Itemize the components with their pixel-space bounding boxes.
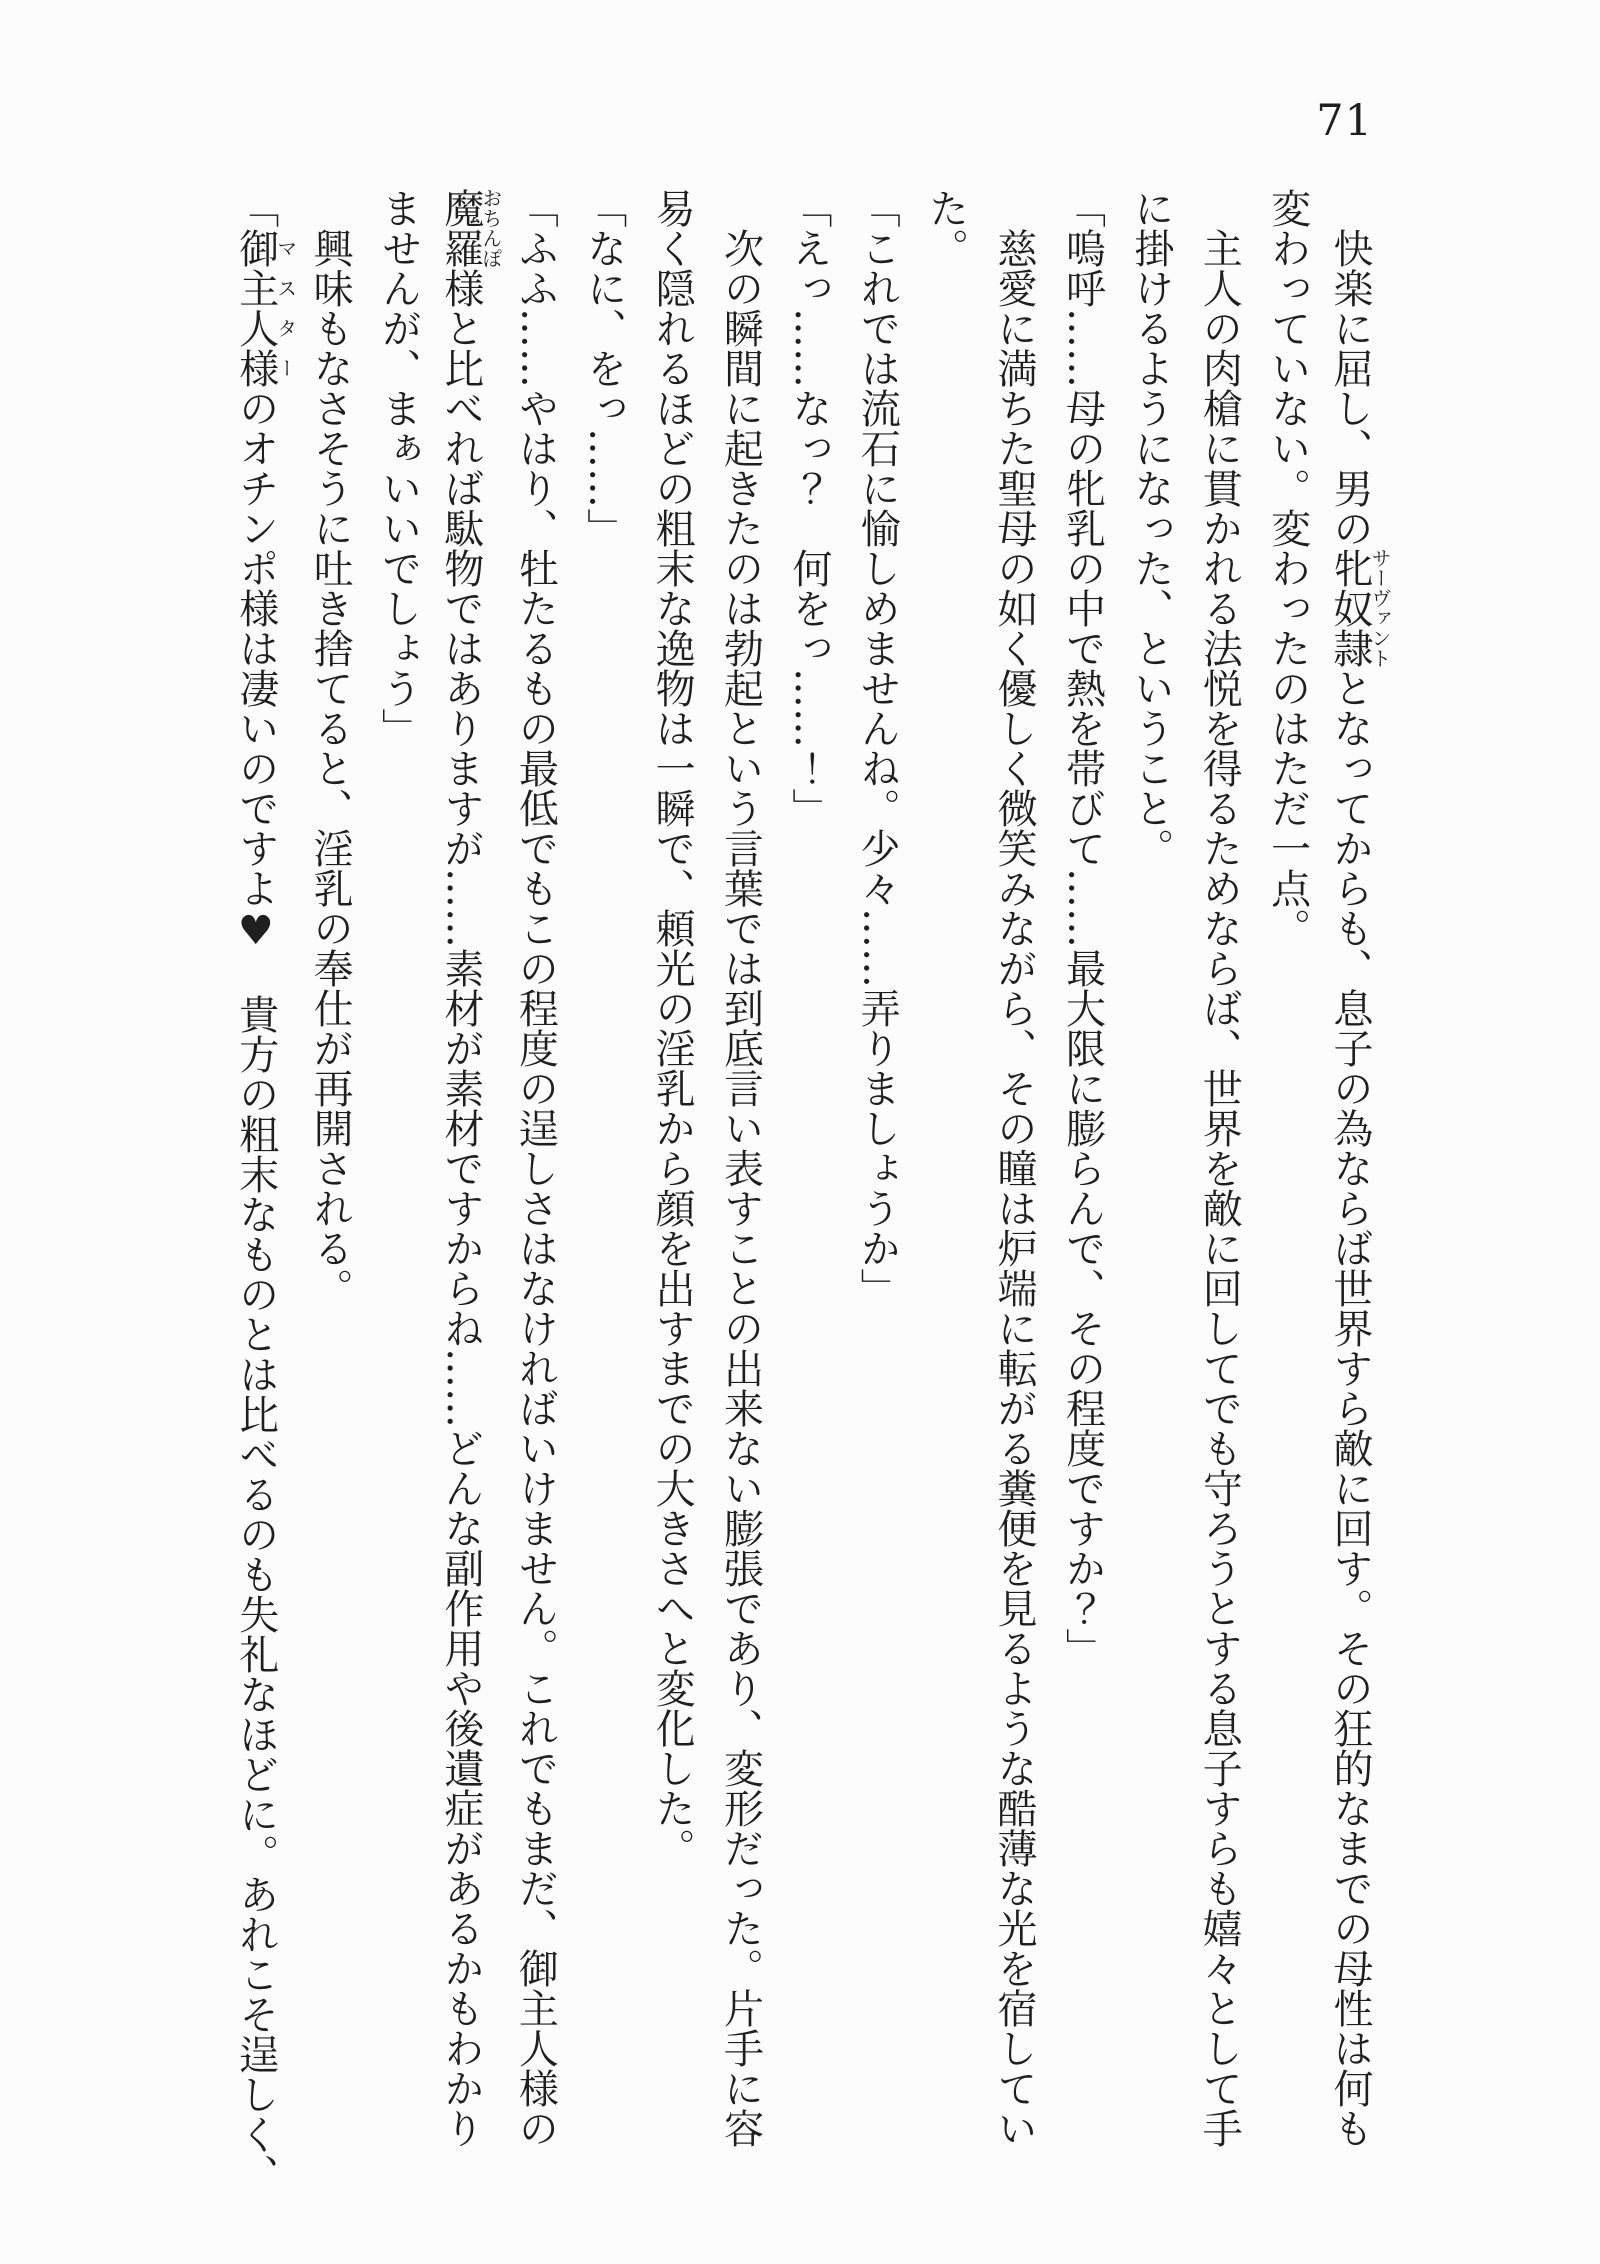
page-text [227, 188, 1392, 2194]
ruby-annotated-text: 牝奴隷サーヴァント [1327, 548, 1392, 668]
text-column: 「これでは流石に愉しめませんね。少々……弄りましょうか」 [854, 188, 901, 1308]
page-number: 71 [1316, 96, 1373, 146]
text-column: た。 [922, 188, 969, 268]
ruby-annotated-text: 魔羅おちんぽ [437, 188, 503, 268]
text-column: 次の瞬間に起きたのは勃起という言葉では到底言い表すことの出来ない膨張であり、変形だった。片手に容 [717, 228, 764, 2148]
text-column: ませんが、まぁいいでしょう」 [375, 188, 422, 748]
text-column: 「えっ……なっ？ 何をっ……！」 [785, 188, 832, 828]
text-column: 快楽に屈し、男の牝奴隷サーヴァントとなってからも、息子の為ならば世界すら敵に回す。その狂的なまでの母性は何も [1327, 228, 1392, 2148]
text-column: 「ふふ……やはり、牡たるもの最低でもこの程度の逞しさはなければいけません。これでもまだ、御主人様の [512, 188, 559, 2148]
text-column: 「御主人様マスターのオチンポ様は凄いのですよ♥ 貴方の粗末なものとは比べるのも失礼なほどに。あれこそ逞しく、 [232, 188, 298, 2194]
text-column: 興味もなさそうに吐き捨てると、淫乳の奉仕が再開される。 [307, 228, 354, 1308]
text-column: 「なに、をっ……」 [580, 188, 627, 548]
text-column: 魔羅おちんぽ様と比べれば駄物ではありますが……素材が素材ですからね……どんな副作用や後遺症があるかもわかり [437, 188, 503, 2148]
text-column: 主人の肉槍に貫かれる法悦を得るためならば、世界を敵に回してでも守ろうとする息子すらも嬉々として手 [1196, 228, 1243, 2148]
text-column: 慈愛に満ちた聖母の如く優しく微笑みながら、その瞳は炉端に転がる糞便を見るような酷薄な光を宿してい [991, 228, 1038, 2148]
text-column: 「嗚呼……母の牝乳の中で熱を帯びて……最大限に膨らんで、その程度ですか？」 [1059, 188, 1106, 1668]
text-column: 変わっていない。変わったのはただ一点。 [1264, 188, 1311, 948]
ruby-annotated-text: 御主人様マスター [232, 228, 298, 388]
text-column: 易く隠れるほどの粗末な逸物は一瞬で、頼光の淫乳から顔を出すまでの大きさへと変化した。 [649, 188, 696, 1868]
text-column: に掛けるようになった、ということ。 [1127, 188, 1174, 868]
